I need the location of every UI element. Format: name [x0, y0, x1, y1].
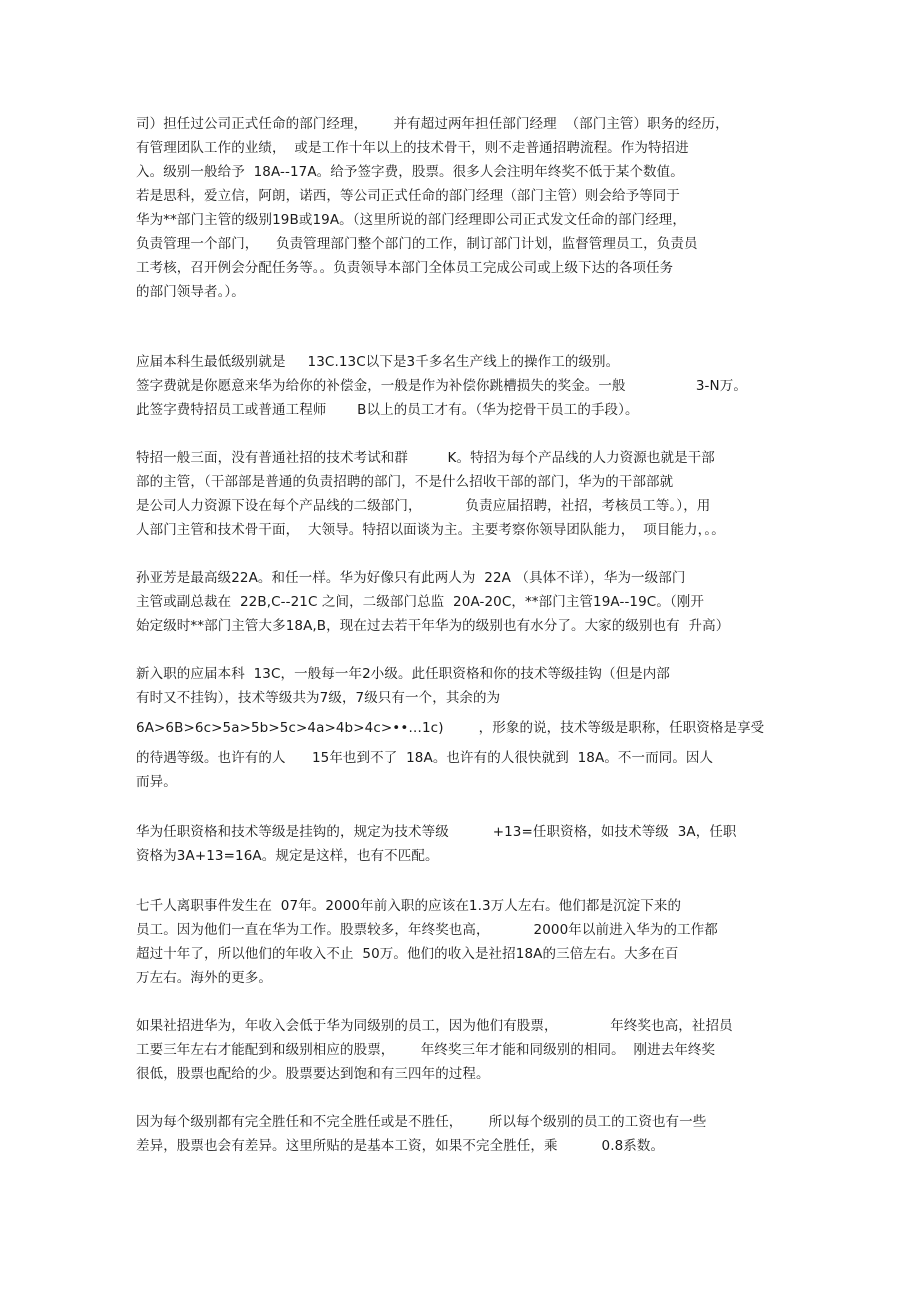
text-line: 新入职的应届本科 13C，一般每一年2小级。此任职资格和你的技术等级挂钩（但是内部: [136, 666, 670, 682]
text-line: 工考核，召开例会分配任务等。。负责领导本部门全体员工完成公司或上级下达的各项任务: [136, 260, 674, 276]
text-line: 而异。: [136, 774, 177, 790]
text-line: 始定级时**部门主管大多18A,B，现在过去若干年华为的级别也有水分了。大家的级别也有 升高）: [136, 618, 730, 634]
paragraph-qualification-rule: [136, 820, 796, 868]
text-line: 差异，股票也会有差异。这里所贴的是基本工资，如果不完全胜任，乘 0.8系数。: [136, 1138, 665, 1154]
text-line: 资格为3A+13=16A。规定是这样，也有不匹配。: [136, 848, 439, 864]
text-line: 应届本科生最低级别就是 13C.13C以下是3千多名生产线上的操作工的级别。: [136, 354, 620, 370]
text-line: 此签字费特招员工或普通工程师 B以上的员工才有。（华为挖骨干员工的手段）。: [136, 402, 639, 418]
text-line: 很低，股票也配给的少。股票要达到饱和有三四年的过程。: [136, 1066, 490, 1082]
text-line: 华为任职资格和技术等级是挂钩的，规定为技术等级 +13=任职资格，如技术等级 3A，任职: [136, 824, 737, 840]
text-line: 的部门领导者。）。: [136, 284, 245, 300]
paragraph-department-manager: [136, 112, 796, 304]
text-line: 入。级别一般给予 18A--17A。给予签字费，股票。很多人会注明年终奖不低于某个数值。: [136, 164, 684, 180]
text-line: 七千人离职事件发生在 07年。2000年前入职的应该在1.3万人左右。他们都是沉淀下来的: [136, 898, 682, 914]
text-line: 负责管理一个部门， 负责管理部门整个部门的工作，制订部门计划，监督管理员工，负责员: [136, 236, 698, 252]
text-line: 部的主管，（干部部是普通的负责招聘的部门，不是什么招收干部的部门，华为的干部部就: [136, 474, 674, 490]
text-line: 特招一般三面，没有普通社招的技术考试和群 K。特招为每个产品线的人力资源也就是干部: [136, 450, 715, 466]
text-line: 人部门主管和技术骨干面， 大领导。特招以面谈为主。主要考察你领导团队能力， 项目能力，。。: [136, 522, 725, 538]
text-line: 6A>6B>6c>5a>5b>5c>4a>4b>4c>••…1c) ，形象的说，技术等级是职称，任职资格是享受: [136, 720, 765, 736]
text-line: 司）担任过公司正式任命的部门经理， 并有超过两年担任部门经理 （部门主管）职务的经历，: [136, 116, 729, 132]
text-line: 主管或副总裁在 22B,C--21C 之间，二级部门总监 20A-20C，**部门主管19A--19C。（刚开: [136, 594, 704, 610]
text-line: 万左右。海外的更多。: [136, 970, 272, 986]
text-line: 有时又不挂钩），技术等级共为7级，7级只有一个，其余的为: [136, 690, 501, 706]
text-line: 因为每个级别都有完全胜任和不完全胜任或是不胜任， 所以每个级别的员工的工资也有一些: [136, 1114, 707, 1130]
text-line: 是公司人力资源下设在每个产品线的二级部门， 负责应届招聘，社招，考核员工等。），用: [136, 498, 711, 514]
paragraph-signing-bonus: [136, 350, 796, 422]
paragraph-special-recruitment: [136, 446, 796, 542]
paragraph-new-graduates: [136, 662, 796, 794]
text-line: 若是思科，爱立信，阿朗，诺西，等公司正式任命的部门经理（部门主管）则会给予等同于: [136, 188, 680, 204]
paragraph-social-hire-income: [136, 1014, 796, 1086]
text-line: 工要三年左右才能配到和级别相应的股票， 年终奖三年才能和同级别的相同。 刚进去年终奖: [136, 1042, 716, 1058]
text-line: 华为**部门主管的级别19B或19A。（这里所说的部门经理即公司正式发文任命的部门经理，: [136, 212, 687, 228]
text-line: 的待遇等级。也许有的人 15年也到不了 18A。也许有的人很快就到 18A。不一而同。因人: [136, 750, 714, 766]
paragraph-top-levels: [136, 566, 796, 638]
paragraph-competency-salary: [136, 1110, 796, 1158]
text-line: 孙亚芳是最高级22A。和任一样。华为好像只有此两人为 22A （具体不详），华为一级部门: [136, 570, 686, 586]
text-line: 超过十年了，所以他们的年收入不止 50万。他们的收入是社招18A的三倍左右。大多在百: [136, 946, 679, 962]
paragraph-seven-thousand-resignation: [136, 894, 796, 990]
text-line: 如果社招进华为，年收入会低于华为同级别的员工，因为他们有股票， 年终奖也高，社招员: [136, 1018, 733, 1034]
text-line: 签字费就是你愿意来华为给你的补偿金，一般是作为补偿你跳槽损失的奖金。一般 3-N万。: [136, 378, 747, 394]
text-line: 有管理团队工作的业绩， 或是工作十年以上的技术骨干，则不走普通招聘流程。作为特招进: [136, 140, 689, 156]
text-line: 员工。因为他们一直在华为工作。股票较多，年终奖也高， 2000年以前进入华为的工作都: [136, 922, 718, 938]
